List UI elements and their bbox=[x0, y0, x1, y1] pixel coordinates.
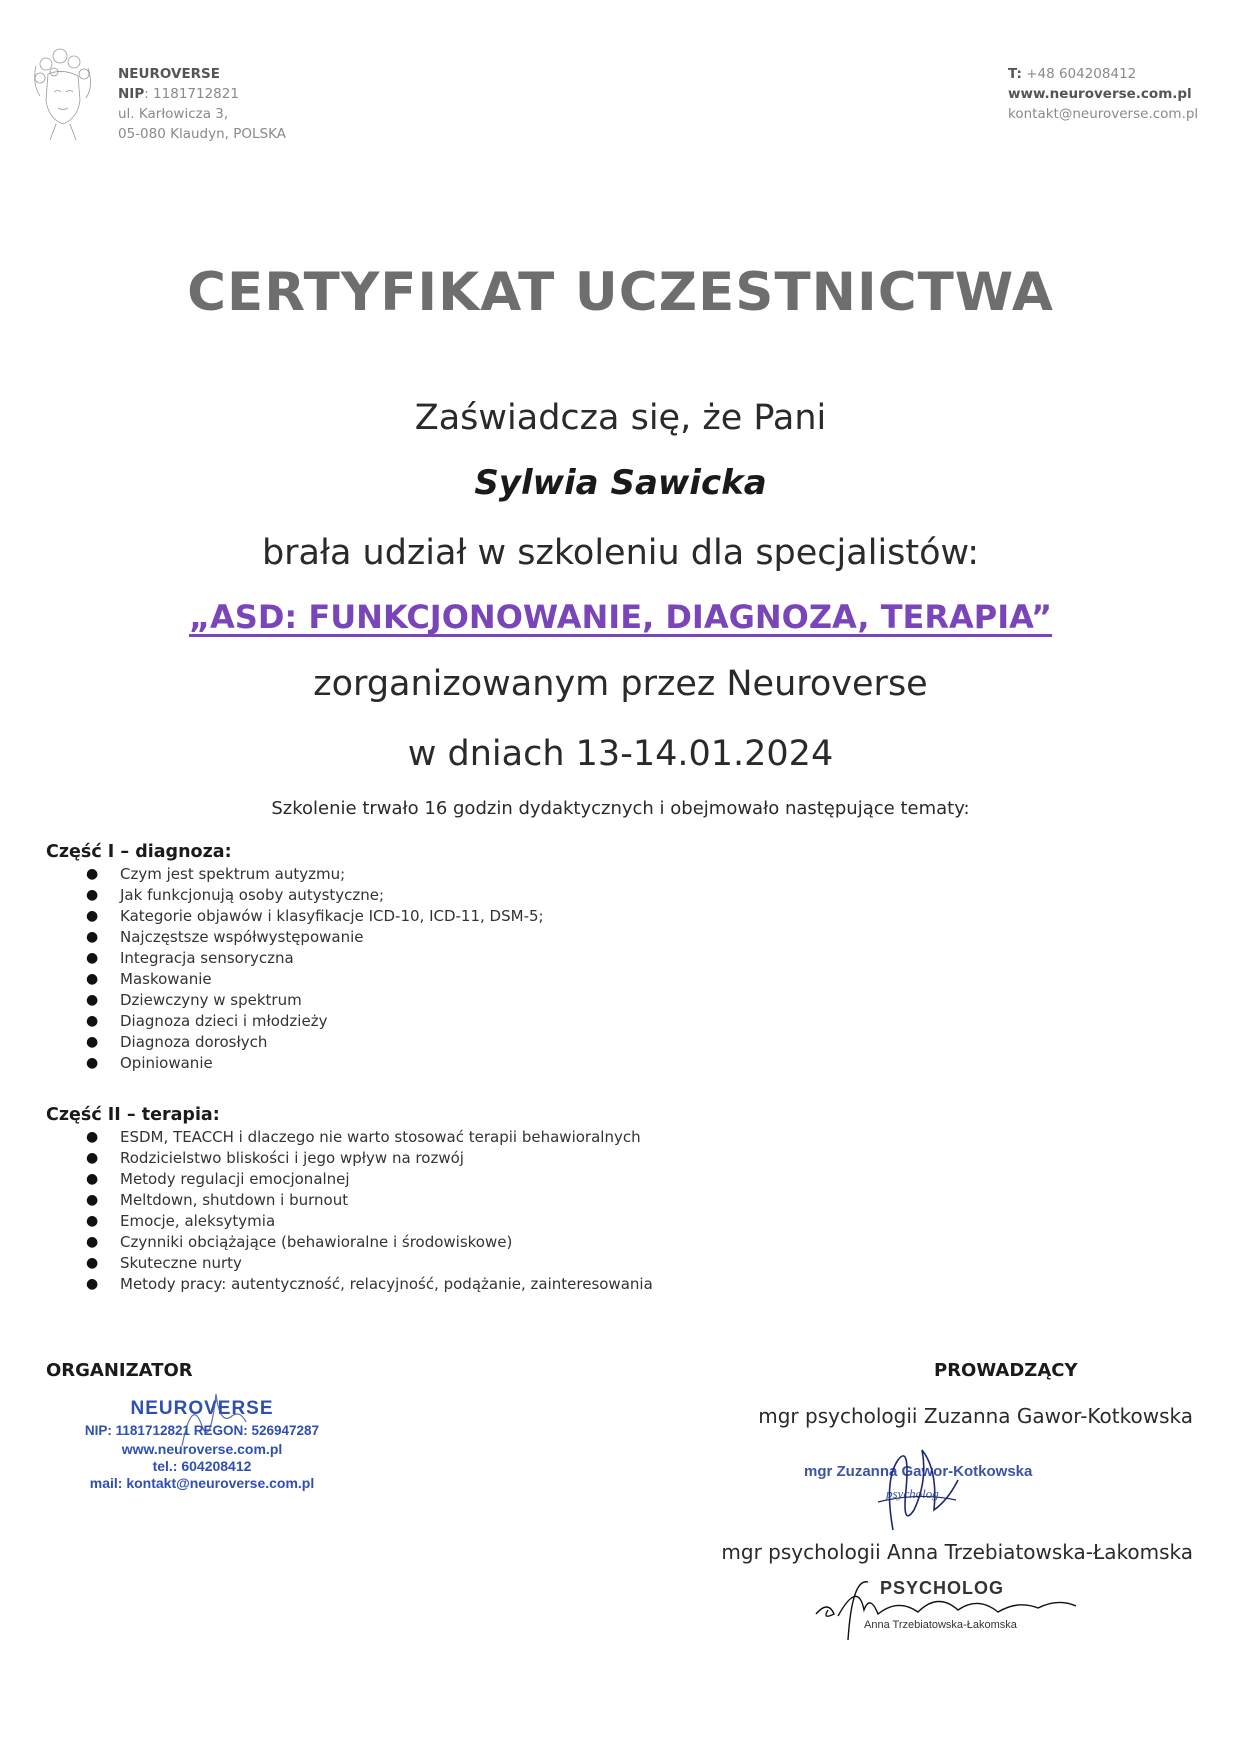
part1-heading: Część I – diagnoza: bbox=[46, 842, 232, 862]
bullet-icon: ● bbox=[86, 929, 99, 945]
bullet-icon: ● bbox=[86, 950, 99, 966]
company-city: 05-080 Klaudyn, POLSKA bbox=[118, 126, 286, 142]
topic-text: Integracja sensoryczna bbox=[120, 949, 294, 967]
list-item bbox=[46, 948, 544, 969]
list-item bbox=[46, 1169, 653, 1190]
bullet-icon: ● bbox=[86, 1129, 99, 1145]
list-item bbox=[46, 969, 544, 990]
company-nip bbox=[118, 84, 286, 104]
list-item bbox=[46, 1274, 653, 1295]
topic-text: Czym jest spektrum autyzmu; bbox=[120, 865, 346, 883]
certify-line: Zaświadcza się, że Pani bbox=[414, 398, 827, 438]
bullet-icon: ● bbox=[86, 1171, 99, 1187]
topic-text: Skuteczne nurty bbox=[120, 1254, 242, 1272]
topic-text: Opiniowanie bbox=[120, 1054, 213, 1072]
bullet-icon: ● bbox=[86, 971, 99, 987]
company-street: ul. Karłowicza 3, bbox=[118, 106, 229, 122]
bullet-icon: ● bbox=[86, 1013, 99, 1029]
topic-text: Kategorie objawów i klasyfikacje ICD-10, ICD-11, DSM-5; bbox=[120, 907, 544, 925]
list-item bbox=[46, 990, 544, 1011]
phone-value: +48 604208412 bbox=[1021, 66, 1137, 82]
topic-text: Jak funkcjonują osoby autystyczne; bbox=[120, 886, 385, 904]
part2-heading: Część II – terapia: bbox=[46, 1105, 220, 1125]
topic-text: Meltdown, shutdown i burnout bbox=[120, 1191, 349, 1209]
leaders-label: PROWADZĄCY bbox=[934, 1360, 1078, 1381]
contact-website: www.neuroverse.com.pl bbox=[1008, 86, 1192, 102]
contact-phone bbox=[1008, 64, 1198, 84]
list-item bbox=[46, 1127, 653, 1148]
bullet-icon: ● bbox=[86, 908, 99, 924]
topic-text: Emocje, aleksytymia bbox=[120, 1212, 276, 1230]
leader1-name: mgr psychologii Zuzanna Gawor-Kotkowska bbox=[758, 1404, 1193, 1428]
contact-info bbox=[1008, 64, 1198, 124]
sig1-stamp-text: mgr Zuzanna Gawor-Kotkowska bbox=[804, 1463, 1033, 1480]
list-item bbox=[46, 1053, 544, 1074]
bullet-icon: ● bbox=[86, 992, 99, 1008]
bullet-icon: ● bbox=[86, 1276, 99, 1292]
part1-topic-list bbox=[46, 864, 544, 1074]
bullet-icon: ● bbox=[86, 1034, 99, 1050]
list-item bbox=[46, 1190, 653, 1211]
list-item bbox=[46, 1232, 653, 1253]
neuroverse-logo bbox=[26, 44, 100, 142]
topic-text: Najczęstsze współwystępowanie bbox=[120, 928, 364, 946]
part2-topic-list bbox=[46, 1127, 653, 1295]
phone-label: T: bbox=[1008, 66, 1022, 82]
sig2-stamp-text: PSYCHOLOG bbox=[880, 1578, 1005, 1598]
organizer-stamp bbox=[72, 1386, 332, 1496]
nip-label: NIP bbox=[118, 86, 145, 102]
course-title-text: „ASD: FUNKCJONOWANIE, DIAGNOZA, TERAPIA” bbox=[188, 598, 1053, 636]
course-title bbox=[0, 598, 1241, 636]
bullet-icon: ● bbox=[86, 1055, 99, 1071]
organizer-line: zorganizowanym przez Neuroverse bbox=[313, 664, 928, 704]
topic-text: Diagnoza dzieci i młodzieży bbox=[120, 1012, 328, 1030]
organizer-label: ORGANIZATOR bbox=[46, 1360, 193, 1381]
list-item bbox=[46, 906, 544, 927]
stamp-mail: mail: kontakt@neuroverse.com.pl bbox=[89, 1475, 315, 1491]
list-item bbox=[46, 1253, 653, 1274]
certificate-title: CERTYFIKAT UCZESTNICTWA bbox=[187, 262, 1054, 323]
list-item bbox=[46, 1148, 653, 1169]
list-item bbox=[46, 1032, 544, 1053]
contact-email: kontakt@neuroverse.com.pl bbox=[1008, 106, 1199, 122]
participant-name: Sylwia Sawicka bbox=[474, 463, 767, 503]
sig1-stamp-sub: psycholog bbox=[886, 1486, 939, 1501]
company-info bbox=[118, 64, 286, 144]
stamp-website: www.neuroverse.com.pl bbox=[121, 1441, 283, 1457]
nip-value: : 1181712821 bbox=[144, 86, 239, 102]
topic-text: Dziewczyny w spektrum bbox=[120, 991, 302, 1009]
topic-text: Maskowanie bbox=[120, 970, 212, 988]
stamp-ids: NIP: 1181712821 REGON: 526947287 bbox=[84, 1423, 320, 1438]
list-item bbox=[46, 927, 544, 948]
list-item bbox=[46, 885, 544, 906]
list-item bbox=[46, 864, 544, 885]
participation-line: brała udział w szkoleniu dla specjalistów: bbox=[261, 533, 980, 573]
company-name: NEUROVERSE bbox=[118, 66, 221, 82]
list-item bbox=[46, 1011, 544, 1032]
dates-line: w dniach 13-14.01.2024 bbox=[407, 734, 834, 774]
topic-text: Diagnoza dorosłych bbox=[120, 1033, 268, 1051]
leader2-signature bbox=[808, 1570, 1128, 1650]
bullet-icon: ● bbox=[86, 1213, 99, 1229]
topic-text: Metody regulacji emocjonalnej bbox=[120, 1170, 350, 1188]
duration-line: Szkolenie trwało 16 godzin dydaktycznych i obejmowało następujące tematy: bbox=[271, 798, 970, 819]
bullet-icon: ● bbox=[86, 1255, 99, 1271]
topic-text: Czynniki obciążające (behawioralne i środowiskowe) bbox=[120, 1233, 513, 1251]
sig2-stamp-sub: Anna Trzebiatowska-Łakomska bbox=[864, 1619, 1017, 1631]
bullet-icon: ● bbox=[86, 866, 99, 882]
bullet-icon: ● bbox=[86, 1234, 99, 1250]
list-item bbox=[46, 1211, 653, 1232]
topic-text: ESDM, TEACCH i dlaczego nie warto stosować terapii behawioralnych bbox=[120, 1128, 641, 1146]
bullet-icon: ● bbox=[86, 1150, 99, 1166]
leader1-signature bbox=[788, 1440, 1058, 1536]
stamp-tel: tel.: 604208412 bbox=[152, 1458, 252, 1474]
bullet-icon: ● bbox=[86, 887, 99, 903]
topic-text: Metody pracy: autentyczność, relacyjność, podążanie, zainteresowania bbox=[120, 1275, 653, 1293]
leader2-name: mgr psychologii Anna Trzebiatowska-Łakomska bbox=[721, 1540, 1193, 1564]
topic-text: Rodzicielstwo bliskości i jego wpływ na rozwój bbox=[120, 1149, 464, 1167]
bullet-icon: ● bbox=[86, 1192, 99, 1208]
stamp-brand: NEUROVERSE bbox=[130, 1398, 274, 1419]
